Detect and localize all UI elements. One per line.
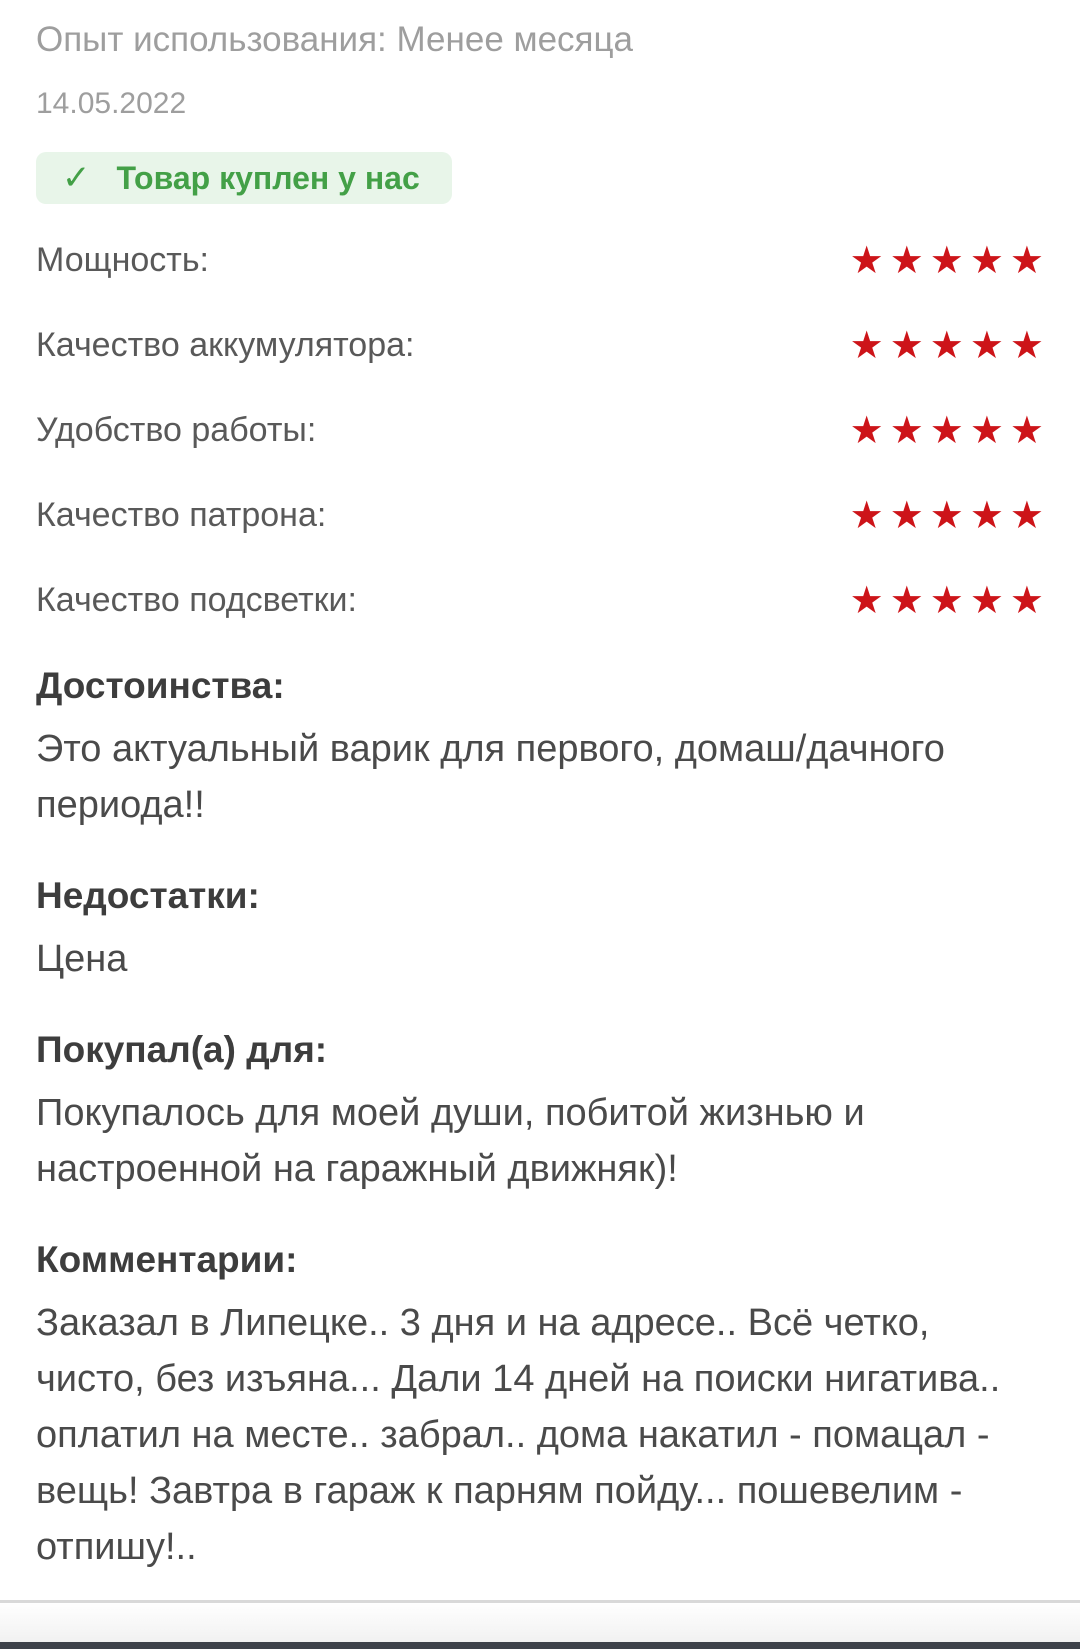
rating-label: Мощность: (36, 240, 210, 279)
review-section (36, 663, 1044, 833)
rating-row (36, 578, 1050, 622)
experience-label: Опыт использования: Менее месяца (36, 20, 633, 59)
review-date: 14.05.2022 (36, 87, 187, 120)
section-title: Покупал(а) для: (36, 1029, 328, 1070)
section-title: Комментарии: (36, 1239, 298, 1280)
rating-label: Качество аккумулятора: (36, 325, 415, 364)
checkmark-icon: ✓ (62, 159, 91, 197)
star-icons: ★★★★★ (849, 409, 1050, 452)
bottom-bar (0, 1642, 1080, 1649)
section-text: Покупалось для моей души, побитой жизнью и настроенной на гаражный движняк)! (36, 1092, 865, 1190)
star-icons: ★★★★★ (849, 494, 1050, 537)
rating-row (36, 408, 1050, 452)
footer-area (0, 1603, 1080, 1642)
rating-label: Качество подсветки: (36, 580, 357, 619)
section-text: Заказал в Липецке.. 3 дня и на адресе.. Всё четко, чисто, без изъяна... Дали 14 дней на поиски нигатива.. оплатил на месте.. забрал.. дома накатил - помацал - вещь! Завтра в гараж к парням пойду... пошевелим - отпишу!.. (36, 1302, 1001, 1568)
purchased-badge-label: Товар куплен у нас (116, 159, 420, 196)
review-section (36, 1237, 1044, 1575)
purchased-badge (36, 152, 452, 204)
star-icons: ★★★★★ (849, 579, 1050, 622)
review-section (36, 873, 1044, 987)
section-title: Недостатки: (36, 875, 260, 916)
review-section (36, 1027, 1044, 1197)
rating-row (36, 493, 1050, 537)
rating-row (36, 238, 1050, 282)
rating-label: Удобство работы: (36, 410, 317, 449)
section-text: Это актуальный варик для первого, домаш/дачного периода!! (36, 728, 945, 826)
review-sections (36, 663, 1044, 1575)
section-title: Достоинства: (36, 665, 285, 706)
rating-label: Качество патрона: (36, 495, 327, 534)
ratings-list (36, 238, 1050, 622)
rating-row (36, 323, 1050, 367)
star-icons: ★★★★★ (849, 239, 1050, 282)
star-icons: ★★★★★ (849, 324, 1050, 367)
section-text: Цена (36, 938, 128, 980)
